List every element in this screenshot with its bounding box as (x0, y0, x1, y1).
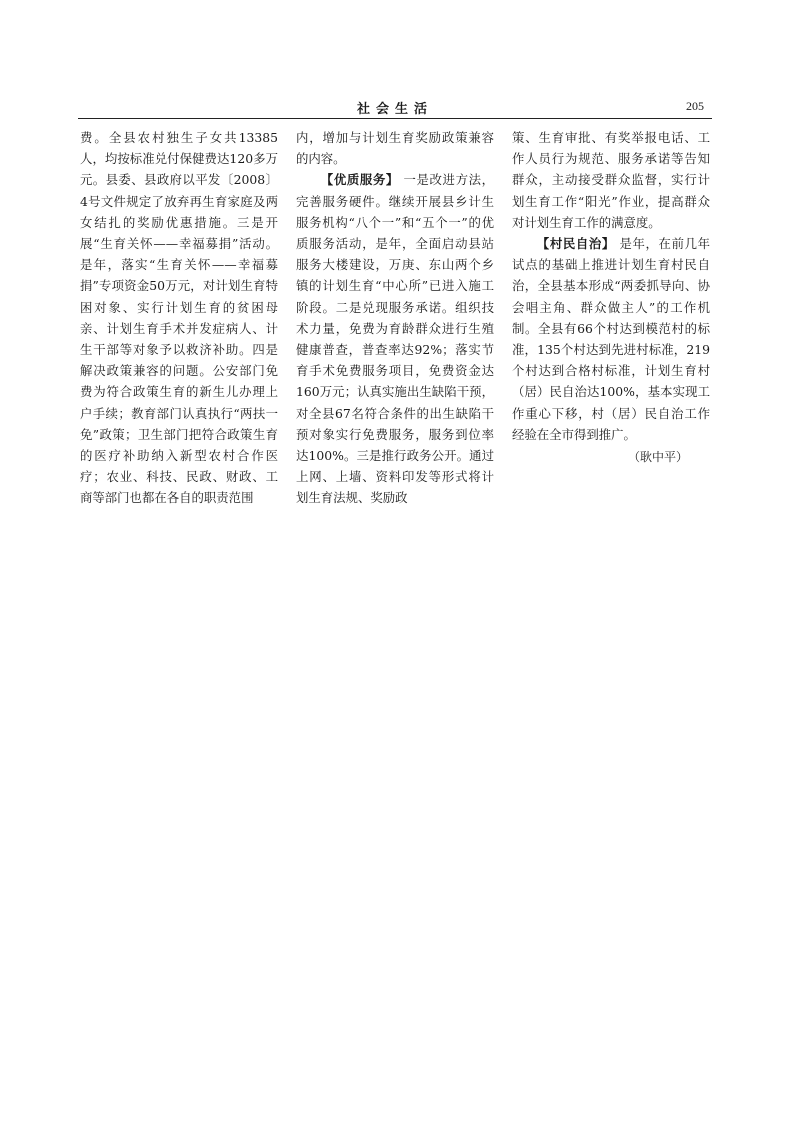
paragraph-text: 一是改进方法，完善服务硬件。继续开展县乡计生服务机构“八个一”和“五个一”的优质服务活动，是年，全面启动县站服务大楼建设，万庚、东山两个乡镇的计划生育“中心所”已进入施工阶段。二是兑现服务承诺。组织技术力量，免费为育龄群众进行生殖健康普查，普查率达92%；落实节育手术免费服务项目，免费资金达160万元；认真实施出生缺陷干预，对全县67名符合条件的出生缺陷干预对象实行免费服务，服务到位率达100%。三是推行政务公开。通过上网、上墙、资料印发等形式将计划生育法规、奖励政 (296, 172, 495, 506)
section-paragraph-villager-autonomy (512, 233, 710, 445)
column-3 (512, 127, 710, 509)
page-number: 205 (686, 99, 704, 113)
paragraph: 费。全县农村独生子女共13385人，均按标准兑付保健费达120多万元。县委、县政府以平发〔2008〕4号文件规定了放弃再生育家庭及两女结扎的奖励优惠措施。三是开展“生育关怀——幸福募捐”活动。是年，落实“生育关怀——幸福募捐”专项资金50万元，对计划生育特困对象、实行计划生育的贫困母亲、计划生育手术并发症病人、计生干部等对象予以救济补助。四是解决政策兼容的问题。公安部门免费为符合政策生育的新生儿办理上户手续；教育部门认真执行“两扶一免”政策；卫生部门把符合政策生育的医疗补助纳入新型农村合作医疗；农业、科技、民政、财政、工商等部门也都在各自的职责范围 (80, 130, 278, 506)
column-2 (296, 127, 494, 509)
section-paragraph-quality-service (296, 169, 494, 508)
page-header (78, 96, 712, 119)
paragraph: 内，增加与计划生育奖励政策兼容的内容。 (296, 130, 494, 167)
column-1 (80, 127, 278, 509)
article-columns (80, 127, 710, 509)
section-title: 社会生活 (356, 102, 433, 117)
section-heading-villager-autonomy: 【村民自治】 (536, 236, 615, 252)
paragraph-text: 是年，在前几年试点的基础上推进计划生育村民自治，全县基本形成“两委抓导向、协会唱主角、群众做主人”的工作机制。全县有66个村达到模范村的标准，135个村达到先进村标准，219个村达到合格村标准，计划生育村（居）民自治达100%，基本实现工作重心下移，村（居）民自治工作经验在全市得到推广。 (512, 236, 711, 442)
paragraph: 策、生育审批、有奖举报电话、工作人员行为规范、服务承诺等告知群众，主动接受群众监督，实行计划生育工作“阳光”作业，提高群众对计划生育工作的满意度。 (512, 130, 710, 230)
author-credit: （耿中平） (627, 450, 688, 465)
section-heading-quality-service: 【优质服务】 (320, 172, 399, 188)
